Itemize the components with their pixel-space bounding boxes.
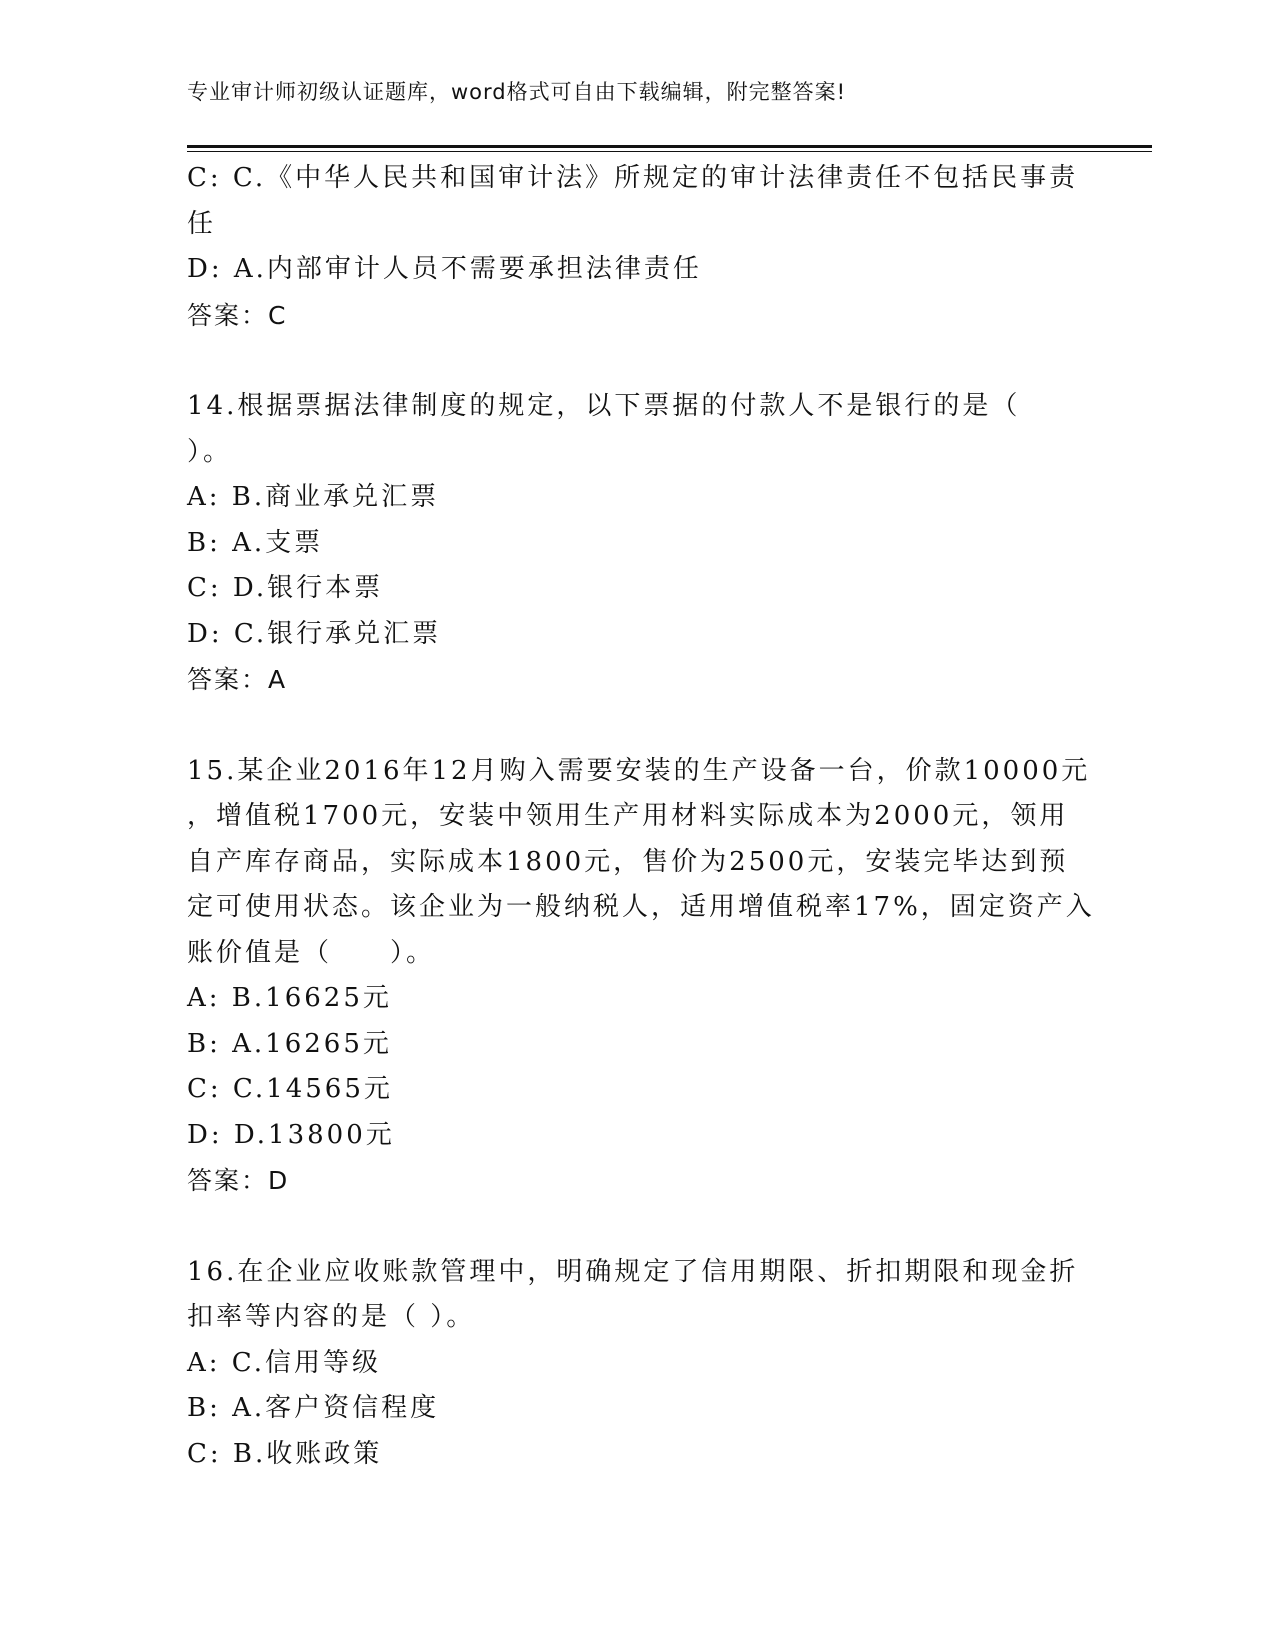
option-line: C: C.14565元: [187, 1074, 393, 1104]
question-block: [187, 1250, 1087, 1478]
option-line: A: B.16625元: [187, 983, 392, 1013]
option-line: D: A.内部审计人员不需要承担法律责任: [187, 254, 702, 284]
question-block: [187, 156, 1087, 338]
page-header: 专业审计师初级认证题库，word格式可自由下载编辑，附完整答案!: [187, 80, 847, 104]
answer-line: 答案：D: [187, 1166, 290, 1195]
question-stem: ，增值税1700元，安装中领用生产用材料实际成本为2000元，领用: [187, 801, 1069, 831]
spacer: [187, 338, 1087, 384]
option-line: A: B.商业承兑汇票: [187, 482, 440, 512]
question-stem: 15.某企业2016年12月购入需要安装的生产设备一台，价款10000元: [187, 755, 1091, 786]
option-line: D: C.银行承兑汇票: [187, 618, 442, 649]
header-divider-thin: [187, 151, 1152, 152]
option-line: A: C.信用等级: [187, 1347, 382, 1378]
question-stem: 定可使用状态。该企业为一般纳税人，适用增值税率17%，固定资产入: [187, 892, 1095, 922]
option-line: C: D.银行本票: [187, 573, 384, 603]
spacer: [187, 1204, 1087, 1250]
question-block: [187, 749, 1095, 1204]
question-stem: 扣率等内容的是（ ）。: [187, 1302, 476, 1332]
question-stem: 16.在企业应收账款管理中，明确规定了信用期限、折扣期限和现金折: [187, 1256, 1079, 1287]
question-stem: 14.根据票据法律制度的规定，以下票据的付款人不是银行的是（: [187, 391, 1021, 421]
option-line: B: A.16265元: [187, 1028, 392, 1059]
answer-line: 答案：A: [187, 665, 288, 694]
question-block: [187, 384, 1087, 703]
option-line: D: D.13800元: [187, 1119, 395, 1150]
option-line: B: A.支票: [187, 527, 324, 558]
question-stem: 自产库存商品，实际成本1800元，售价为2500元，安装完毕达到预: [187, 846, 1069, 877]
document-body: [187, 156, 1095, 1477]
question-stem: 账价值是（ ）。: [187, 937, 436, 968]
option-line: C: B.收账政策: [187, 1438, 383, 1469]
option-line: B: A.客户资信程度: [187, 1393, 440, 1423]
option-line: 任: [187, 208, 217, 239]
spacer: [187, 703, 1087, 749]
header-divider-thick: [187, 145, 1152, 148]
question-stem: ）。: [187, 436, 233, 467]
option-line: C: C.《中华人民共和国审计法》所规定的审计法律责任不包括民事责: [187, 163, 1079, 193]
answer-line: 答案：C: [187, 300, 288, 330]
